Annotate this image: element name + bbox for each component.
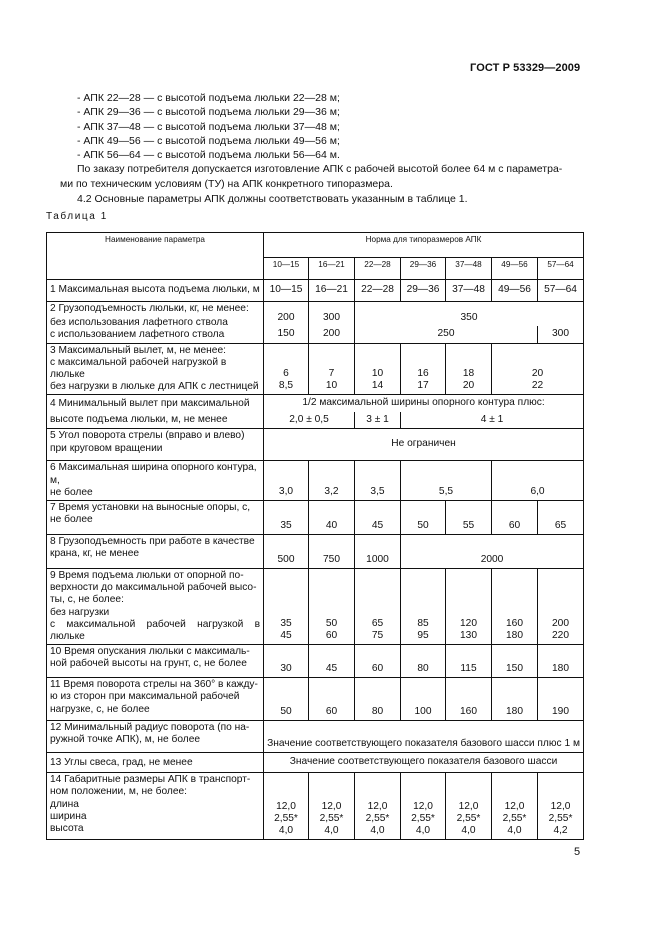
label-line: 6 Максимальная ширина опорного контура, м, bbox=[50, 462, 257, 486]
cell-value: 3 ± 1 bbox=[355, 412, 401, 429]
label-line: 11 Время поворота стрелы на 360° в кажду- bbox=[50, 679, 258, 691]
table-header-row bbox=[47, 233, 584, 258]
label-line: ружной точке АПК), м, не более bbox=[50, 734, 201, 746]
param-label bbox=[47, 395, 264, 429]
size-header: 16—21 bbox=[309, 258, 355, 280]
cell-value: 20 22 bbox=[492, 343, 584, 395]
label-line: высоте подъема люльки, м, не менее bbox=[50, 413, 228, 425]
cell-value: 1/2 максимальной ширины опорного контура плюс: bbox=[264, 395, 584, 412]
label-line: ном положении, м, не более: bbox=[50, 786, 188, 798]
cell-value: 12,0 2,55* 4,0 bbox=[401, 773, 446, 840]
cell-value: 35 45 bbox=[264, 569, 309, 645]
cell-value: Не ограничен bbox=[264, 429, 584, 461]
cell-value: 40 bbox=[309, 501, 355, 535]
cell-value: 50 bbox=[401, 501, 446, 535]
cell-value: 60 bbox=[355, 645, 401, 678]
label-line: ты, с, не более: bbox=[50, 594, 124, 606]
list-item: - АПК 49—56 — с высотой подъема люльки 49—56 м; bbox=[77, 134, 340, 147]
table-row bbox=[47, 343, 584, 395]
cell-value: 300 bbox=[538, 326, 584, 343]
cell-value: 100 bbox=[401, 678, 446, 721]
cell-value: 35 bbox=[264, 501, 309, 535]
label-line: нагрузке, с, не более bbox=[50, 703, 150, 715]
param-label: 1 Максимальная высота подъема люльки, м bbox=[47, 280, 264, 302]
label-line: 10 Время опускания люльки с максималь- bbox=[50, 646, 250, 658]
cell-value: 200 bbox=[264, 302, 309, 327]
cell-value: 65 bbox=[538, 501, 584, 535]
paragraph: 4.2 Основные параметры АПК должны соответствовать указанным в таблице 1. bbox=[77, 193, 468, 206]
cell-value: 85 95 bbox=[401, 569, 446, 645]
table-row bbox=[47, 429, 584, 461]
cell-value: 37—48 bbox=[446, 280, 492, 302]
cell-value: 10—15 bbox=[264, 280, 309, 302]
cell-value: 49—56 bbox=[492, 280, 538, 302]
cell-value: 750 bbox=[309, 535, 355, 569]
cell-value: 500 bbox=[264, 535, 309, 569]
list-item: - АПК 22—28 — с высотой подъема люльки 22—28 м; bbox=[77, 92, 340, 104]
cell-value: 80 bbox=[355, 678, 401, 721]
cell-value: 150 bbox=[492, 645, 538, 678]
page-number: 5 bbox=[574, 846, 581, 858]
label-line: ширина bbox=[50, 810, 87, 822]
param-label bbox=[47, 343, 264, 395]
cell-value: 160 bbox=[446, 678, 492, 721]
cell-value: 3,2 bbox=[309, 461, 355, 501]
table-row bbox=[47, 302, 584, 327]
cell-value: 200 220 bbox=[538, 569, 584, 645]
cell-value: Значение соответствующего показателя базового шасси bbox=[264, 753, 584, 773]
label-line: 14 Габаритные размеры АПК в транспорт- bbox=[50, 774, 251, 786]
param-label bbox=[47, 569, 264, 645]
label-line: верхности до максимальной рабочей высо- bbox=[50, 582, 257, 594]
paragraph: ми по техническим условиям (ТУ) на АПК конкретного типоразмера. bbox=[60, 177, 393, 190]
cell-value: 80 bbox=[401, 645, 446, 678]
label-line: с максимальной рабочей нагрузкой в люльке bbox=[50, 356, 227, 381]
label-line: без нагрузки bbox=[50, 606, 110, 618]
cell-value: 2,0 ± 0,5 bbox=[264, 412, 355, 429]
label-line: 9 Время подъема люльки от опорной по- bbox=[50, 570, 244, 582]
cell-value: 7 10 bbox=[309, 343, 355, 395]
list-item: - АПК 37—48 — с высотой подъема люльки 37—48 м; bbox=[77, 120, 340, 133]
label-line: не более bbox=[50, 514, 93, 526]
cell-value: 12,0 2,55* 4,0 bbox=[355, 773, 401, 840]
cell-value: 29—36 bbox=[401, 280, 446, 302]
cell-value: 1000 bbox=[355, 535, 401, 569]
cell-value: 350 bbox=[355, 302, 584, 327]
param-label: 13 Углы свеса, град, не менее bbox=[47, 753, 264, 773]
label-line: при круговом вращении bbox=[50, 442, 163, 454]
table-row bbox=[47, 645, 584, 678]
table-row bbox=[47, 395, 584, 412]
cell-value: 16—21 bbox=[309, 280, 355, 302]
label-line: 7 Время установки на выносные опоры, с, bbox=[50, 502, 251, 514]
size-header: 57—64 bbox=[538, 258, 584, 280]
cell-value: 6 8,5 bbox=[264, 343, 309, 395]
cell-value: 12,0 2,55* 4,2 bbox=[538, 773, 584, 840]
size-header: 22—28 bbox=[355, 258, 401, 280]
label-line: 8 Грузоподъемность при работе в качестве bbox=[50, 536, 255, 548]
table-row bbox=[47, 721, 584, 753]
cell-value: 50 60 bbox=[309, 569, 355, 645]
size-header: 37—48 bbox=[446, 258, 492, 280]
table-row bbox=[47, 535, 584, 569]
cell-value: 4 ± 1 bbox=[401, 412, 584, 429]
label-line: ной рабочей высоты на грунт, с, не более bbox=[50, 658, 247, 670]
param-label bbox=[47, 461, 264, 501]
cell-value: 200 bbox=[309, 326, 355, 343]
list-item: - АПК 56—64 — с высотой подъема люльки 56—64 м. bbox=[77, 149, 340, 162]
cell-value: Значение соответствующего показателя базового шасси плюс 1 м bbox=[264, 721, 584, 753]
label-line: без использования лафетного ствола bbox=[50, 317, 228, 329]
cell-value: 12,0 2,55* 4,0 bbox=[264, 773, 309, 840]
cell-value: 10 14 bbox=[355, 343, 401, 395]
size-header: 29—36 bbox=[401, 258, 446, 280]
label-line: 2 Грузоподъемность люльки, кг, не менее: bbox=[50, 303, 249, 314]
label-line: ю из сторон при максимальной рабочей bbox=[50, 691, 240, 703]
table-row bbox=[47, 678, 584, 721]
cell-value: 65 75 bbox=[355, 569, 401, 645]
size-header: 49—56 bbox=[492, 258, 538, 280]
label-line: длина bbox=[50, 798, 79, 810]
paragraph: По заказу потребителя допускается изготовление АПК с рабочей высотой более 64 м с параметра- bbox=[77, 163, 563, 176]
cell-value: 6,0 bbox=[492, 461, 584, 501]
table-caption: Таблица 1 bbox=[46, 211, 108, 222]
cell-value: 50 bbox=[264, 678, 309, 721]
label-line: крана, кг, не менее bbox=[50, 548, 140, 560]
table-row bbox=[47, 280, 584, 302]
cell-value: 180 bbox=[492, 678, 538, 721]
param-label bbox=[47, 501, 264, 535]
cell-value: 60 bbox=[309, 678, 355, 721]
cell-value: 60 bbox=[492, 501, 538, 535]
cell-value: 22—28 bbox=[355, 280, 401, 302]
table-row bbox=[47, 461, 584, 501]
label-line: не более bbox=[50, 486, 93, 498]
param-label bbox=[47, 773, 264, 840]
param-label bbox=[47, 302, 264, 344]
label-line: 5 Угол поворота стрелы (вправо и влево) bbox=[50, 430, 245, 442]
label-line: с использованием лафетного ствола bbox=[50, 329, 225, 341]
list-item: - АПК 29—36 — с высотой подъема люльки 29—36 м; bbox=[77, 106, 340, 119]
cell-value: 45 bbox=[355, 501, 401, 535]
norm-header: Норма для типоразмеров АПК bbox=[264, 233, 584, 258]
param-column-header: Наименование параметра bbox=[47, 233, 264, 280]
intro-text bbox=[60, 91, 593, 206]
cell-value: 180 bbox=[538, 645, 584, 678]
table-row bbox=[47, 753, 584, 773]
cell-value: 18 20 bbox=[446, 343, 492, 395]
table-row bbox=[47, 501, 584, 535]
param-label bbox=[47, 429, 264, 461]
label-line: с максимальной рабочей нагрузкой в люльке bbox=[50, 618, 260, 643]
cell-value: 120 130 bbox=[446, 569, 492, 645]
table-row bbox=[47, 773, 584, 840]
label-line: 3 Максимальный вылет, м, не менее: bbox=[50, 344, 226, 356]
param-label bbox=[47, 721, 264, 753]
label-line: высота bbox=[50, 823, 84, 835]
cell-value: 45 bbox=[309, 645, 355, 678]
param-label bbox=[47, 645, 264, 678]
table-row bbox=[47, 569, 584, 645]
size-header: 10—15 bbox=[264, 258, 309, 280]
cell-value: 250 bbox=[355, 326, 538, 343]
cell-value: 12,0 2,55* 4,0 bbox=[492, 773, 538, 840]
cell-value: 160 180 bbox=[492, 569, 538, 645]
cell-value: 3,0 bbox=[264, 461, 309, 501]
document-code: ГОСТ Р 53329—2009 bbox=[470, 62, 581, 74]
cell-value: 300 bbox=[309, 302, 355, 327]
cell-value: 150 bbox=[264, 326, 309, 343]
label-line: без нагрузки в люльке для АПК с лестницей bbox=[50, 381, 259, 393]
label-line: 4 Минимальный вылет при максимальной bbox=[50, 398, 250, 410]
param-label bbox=[47, 678, 264, 721]
cell-value: 115 bbox=[446, 645, 492, 678]
cell-value: 3,5 bbox=[355, 461, 401, 501]
cell-value: 190 bbox=[538, 678, 584, 721]
cell-value: 30 bbox=[264, 645, 309, 678]
cell-value: 57—64 bbox=[538, 280, 584, 302]
cell-value: 12,0 2,55* 4,0 bbox=[309, 773, 355, 840]
label-line: 12 Минимальный радиус поворота (по на- bbox=[50, 722, 250, 734]
cell-value: 16 17 bbox=[401, 343, 446, 395]
cell-value: 12,0 2,55* 4,0 bbox=[446, 773, 492, 840]
cell-value: 2000 bbox=[401, 535, 584, 569]
cell-value: 5,5 bbox=[401, 461, 492, 501]
param-label bbox=[47, 535, 264, 569]
cell-value: 55 bbox=[446, 501, 492, 535]
parameters-table bbox=[46, 232, 584, 840]
